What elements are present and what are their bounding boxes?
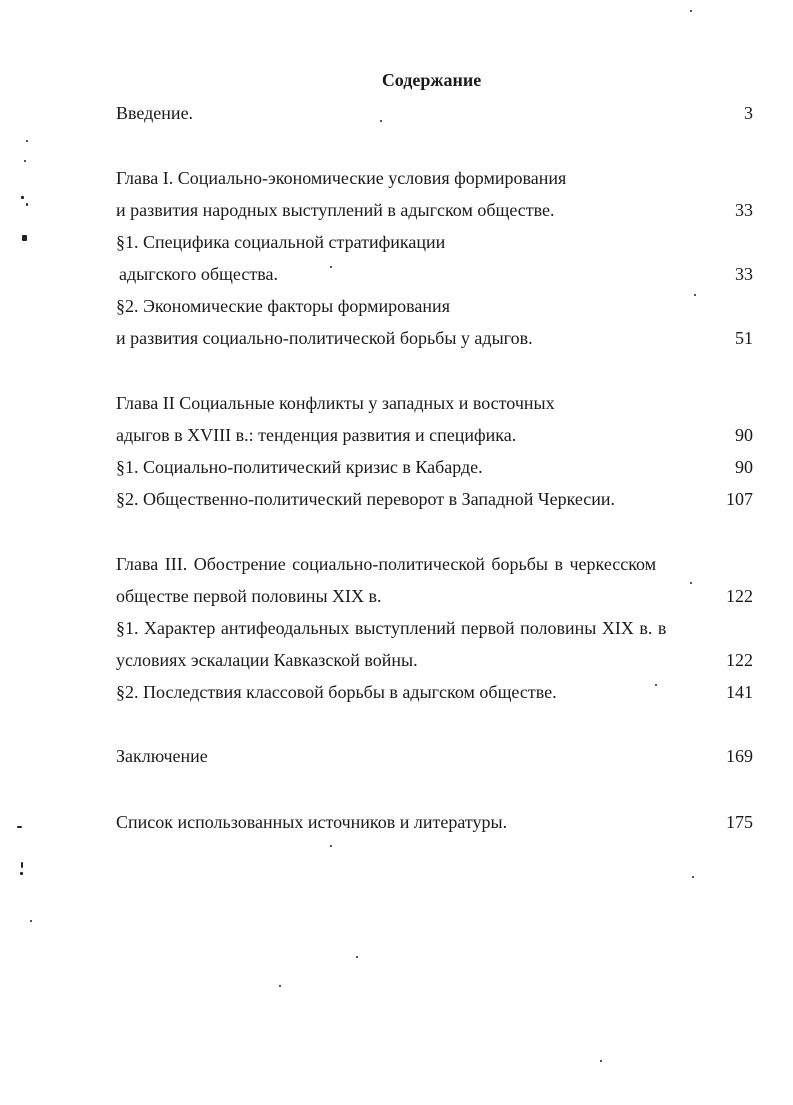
toc-entry-ch3-sec1-line-1: §1. Характер антифеодальных выступлений первой половины XIX в. в <box>116 618 667 638</box>
scan-speck <box>330 845 332 847</box>
scan-speck <box>655 684 657 686</box>
toc-entry-chapter-2-line-1: Глава II Социальные конфликты у западных и восточных <box>116 393 555 413</box>
scan-speck <box>30 920 32 922</box>
toc-entry-chapter-3-line-1: Глава III. Обострение социально-политической борьбы в черкесском <box>116 554 657 574</box>
scan-speck <box>24 160 26 162</box>
page-title: Содержание <box>381 70 482 90</box>
scan-speck <box>692 876 694 878</box>
scan-speck <box>21 862 23 868</box>
toc-page-bibliography: 175 <box>726 812 753 832</box>
scan-speck <box>690 582 692 584</box>
scan-speck <box>26 203 28 206</box>
scan-speck <box>22 235 27 241</box>
scan-speck <box>26 140 28 142</box>
toc-entry-chapter-1-line-2: и развития народных выступлений в адыгском обществе. <box>116 200 555 220</box>
toc-page-ch1-sec1: 33 <box>735 264 753 284</box>
toc-entry-ch3-sec1-line-2: условиях эскалации Кавказской войны. <box>116 650 418 670</box>
scan-speck <box>694 294 696 296</box>
toc-entry-ch3-sec2: §2. Последствия классовой борьбы в адыгском обществе. <box>116 682 557 702</box>
toc-page-ch3-sec2: 141 <box>726 682 753 702</box>
toc-page-ch3-sec1: 122 <box>726 650 753 670</box>
scan-speck <box>356 956 358 958</box>
scan-speck <box>380 120 382 122</box>
toc-page-introduction: 3 <box>744 103 753 123</box>
toc-page-ch2-sec1: 90 <box>735 457 753 477</box>
scan-speck <box>600 1060 602 1062</box>
toc-page-chapter-2: 90 <box>735 425 753 445</box>
scan-speck <box>21 196 24 199</box>
toc-entry-ch1-sec1-line-2: адыгского общества. <box>119 264 278 284</box>
toc-entry-ch1-sec1-line-1: §1. Специфика социальной стратификации <box>116 232 446 252</box>
toc-entry-ch2-sec1: §1. Социально-политический кризис в Кабарде. <box>116 457 483 477</box>
toc-page-ch1-sec2: 51 <box>735 328 753 348</box>
toc-entry-chapter-1-line-1: Глава I. Социально-экономические условия формирования <box>116 168 567 188</box>
toc-page-conclusion: 169 <box>726 746 753 766</box>
toc-entry-chapter-3-line-2: обществе первой половины XIX в. <box>116 586 382 606</box>
toc-entry-conclusion: Заключение <box>116 746 208 766</box>
toc-page-ch2-sec2: 107 <box>726 489 753 509</box>
toc-entry-bibliography: Список использованных источников и литературы. <box>116 812 508 832</box>
toc-entry-ch2-sec2: §2. Общественно-политический переворот в Западной Черкесии. <box>116 489 616 509</box>
scan-speck <box>279 985 281 987</box>
scan-speck <box>690 10 692 12</box>
toc-entry-ch1-sec2-line-1: §2. Экономические факторы формирования <box>116 296 450 316</box>
scan-speck <box>20 872 23 875</box>
toc-page-chapter-3: 122 <box>726 586 753 606</box>
scan-speck <box>17 826 22 828</box>
toc-entry-introduction: Введение. <box>116 103 194 123</box>
scan-speck <box>330 266 332 268</box>
toc-entry-chapter-2-line-2: адыгов в XVIII в.: тенденция развития и специфика. <box>116 425 517 445</box>
toc-page-chapter-1: 33 <box>735 200 753 220</box>
toc-entry-ch1-sec2-line-2: и развития социально-политической борьбы у адыгов. <box>116 328 533 348</box>
